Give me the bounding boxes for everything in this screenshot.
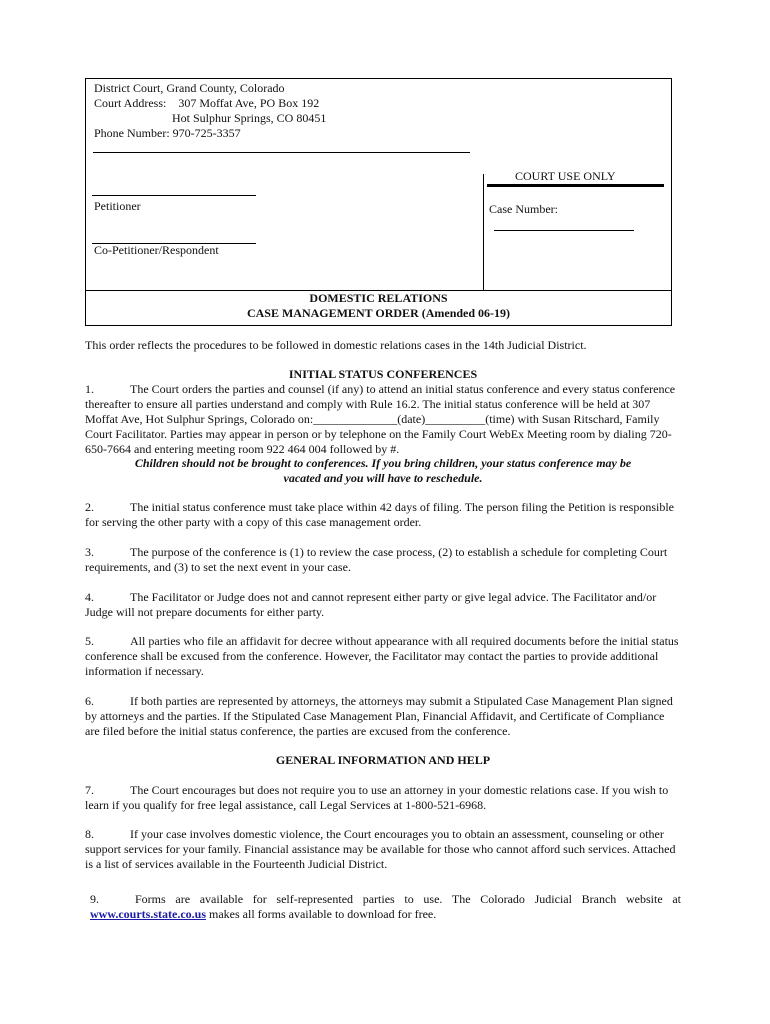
paragraph-5-text: All parties who file an affidavit for decree without appearance with all required documents before the initial status conference shall be excused from the conference. However, the Facilitator may contact the parties to provide additional information if necessary.	[85, 634, 679, 678]
document-title-box	[85, 290, 672, 326]
court-city: Hot Sulphur Springs, CO 80451	[94, 111, 327, 125]
respondent-label: Co-Petitioner/Respondent	[94, 243, 219, 257]
paragraph-4	[85, 590, 681, 620]
paragraph-3	[85, 545, 681, 575]
caption-vertical-rule	[483, 174, 484, 291]
paragraph-8	[85, 827, 681, 872]
paragraph-7-text: The Court encourages but does not require you to use an attorney in your domestic relations case. If you wish to learn if you qualify for free legal assistance, call Legal Services at 1-800-521-6968.	[85, 783, 669, 812]
paragraph-9-text: Forms are available for self-represented parties to use. The Colorado Judicial Branch website at	[135, 892, 681, 906]
paragraph-2	[85, 500, 681, 530]
intro-paragraph: This order reflects the procedures to be followed in domestic relations cases in the 14th Judicial District.	[85, 338, 587, 352]
paragraph-4-text: The Facilitator or Judge does not and cannot represent either party or give legal advice. The Facilitator and/or Judge will not prepare documents for either party.	[85, 590, 657, 619]
paragraph-7-number: 7.	[85, 783, 94, 797]
petitioner-field[interactable]	[92, 195, 256, 196]
section-heading-initial-status: INITIAL STATUS CONFERENCES	[288, 367, 478, 381]
paragraph-5	[85, 634, 681, 679]
title-line-2: CASE MANAGEMENT ORDER (Amended 06-19)	[246, 306, 511, 320]
paragraph-6-text: If both parties are represented by attorneys, the attorneys may submit a Stipulated Case Management Plan signed by attorneys and the parties. If the Stipulated Case Management Plan, Financial Affidavit, and Certificate of Compliance are filed before the initial status conference, the parties are excused from the conference.	[85, 694, 673, 738]
paragraph-1-number: 1.	[85, 382, 94, 396]
children-warning: Children should not be brought to conferences. If you bring children, your status conference may be vacated and you will have to reschedule.	[134, 456, 632, 485]
case-caption-box	[85, 78, 672, 291]
paragraph-5-number: 5.	[85, 634, 94, 648]
section-heading-general-info: GENERAL INFORMATION AND HELP	[275, 753, 491, 767]
court-info	[94, 81, 326, 141]
paragraph-6	[85, 694, 681, 739]
paragraph-8-text: If your case involves domestic violence, the Court encourages you to obtain an assessment, counseling or other support services for your family. Financial assistance may be available for those who cannot afford such services. Attached is a list of services available in the Fourteenth Judicial District.	[85, 827, 676, 871]
court-address: Court Address: 307 Moffat Ave, PO Box 192	[94, 96, 320, 110]
paragraph-1	[85, 382, 681, 457]
case-number-label: Case Number:	[489, 202, 558, 216]
title-line-1: DOMESTIC RELATIONS	[309, 291, 448, 305]
paragraph-1-text: The Court orders the parties and counsel (if any) to attend an initial status conference and every status conference thereafter to ensure all parties understand and comply with Rule 16.2. The initial status conference will be held at 307 Moffat Ave, Hot Sulphur Springs, Colorado on:______________(date)__________(time) with Susan Ritschard, Family Court Facilitator. Parties may appear in person or by telephone on the Family Court WebEx Meeting room by dialing 720-650-7664 and entering meeting room 922 464 004 followed by #.	[85, 382, 676, 456]
court-use-only-bar	[487, 184, 664, 187]
paragraph-8-number: 8.	[85, 827, 94, 841]
court-use-only-label: COURT USE ONLY	[515, 169, 616, 183]
paragraph-9-number: 9.	[90, 892, 99, 906]
case-number-field[interactable]	[494, 230, 634, 231]
paragraph-6-number: 6.	[85, 694, 94, 708]
paragraph-9-tail: makes all forms available to download for free.	[206, 907, 437, 921]
paragraph-9	[85, 892, 681, 922]
caption-divider	[93, 152, 470, 153]
court-phone: Phone Number: 970-725-3357	[94, 126, 241, 140]
petitioner-label: Petitioner	[94, 199, 141, 213]
paragraph-7	[85, 783, 681, 813]
paragraph-2-text: The initial status conference must take place within 42 days of filing. The person filing the Petition is responsible for serving the other party with a copy of this case management order.	[85, 500, 674, 529]
paragraph-4-number: 4.	[85, 590, 94, 604]
courts-website-link[interactable]: www.courts.state.co.us	[90, 907, 206, 921]
paragraph-3-text: The purpose of the conference is (1) to review the case process, (2) to establish a schedule for completing Court requirements, and (3) to set the next event in your case.	[85, 545, 668, 574]
court-name: District Court, Grand County, Colorado	[94, 81, 285, 95]
paragraph-3-number: 3.	[85, 545, 94, 559]
paragraph-2-number: 2.	[85, 500, 94, 514]
